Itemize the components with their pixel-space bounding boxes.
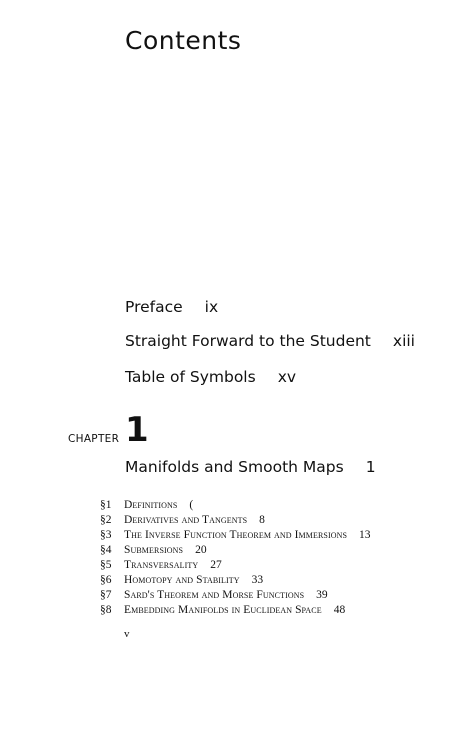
section-number: §7 (100, 589, 112, 601)
section-number: §4 (100, 544, 112, 556)
toc-entry-title: Preface (125, 298, 183, 316)
toc-entry-student-note[interactable] (125, 332, 415, 350)
section-number: §5 (100, 559, 112, 571)
section-page: 13 (359, 529, 371, 541)
section-item[interactable] (100, 558, 371, 573)
section-title: Transversality (124, 559, 199, 571)
toc-entry-title: Straight Forward to the Student (125, 332, 371, 350)
section-item[interactable] (100, 513, 371, 528)
section-list (100, 498, 371, 618)
section-title: Embedding Manifolds in Euclidean Space (124, 604, 322, 616)
chapter-label: CHAPTER (68, 433, 120, 445)
section-item[interactable] (100, 498, 371, 513)
section-number: §6 (100, 574, 112, 586)
section-number: §8 (100, 604, 112, 616)
section-page: 20 (195, 544, 207, 556)
chapter-title-entry[interactable] (125, 458, 376, 476)
page-folio: v (124, 628, 130, 640)
section-number: §3 (100, 529, 112, 541)
section-page: 33 (251, 574, 264, 586)
section-item[interactable] (100, 573, 371, 588)
section-page: 8 (259, 514, 265, 526)
section-item[interactable] (100, 528, 371, 543)
section-title: Derivatives and Tangents (124, 514, 248, 526)
section-number: §1 (100, 499, 112, 511)
section-page: 48 (333, 604, 346, 616)
section-title: Sard's Theorem and Morse Functions (124, 589, 305, 601)
section-item[interactable] (100, 603, 371, 618)
toc-entry-page: ix (204, 298, 219, 316)
section-title: Submersions (124, 544, 184, 556)
section-title: The Inverse Function Theorem and Immersions (124, 529, 348, 541)
section-number: §2 (100, 514, 112, 526)
toc-entry-title: Table of Symbols (125, 368, 256, 386)
section-item[interactable] (100, 588, 371, 603)
page-title: Contents (125, 26, 242, 55)
chapter-number: 1 (125, 410, 149, 450)
section-title: Homotopy and Stability (124, 574, 240, 586)
section-item[interactable] (100, 543, 371, 558)
section-page: 39 (316, 589, 328, 601)
toc-entry-symbols[interactable] (125, 368, 296, 386)
section-page: 27 (210, 559, 222, 571)
toc-entry-page: xiii (392, 332, 415, 350)
section-page: ( (189, 499, 194, 511)
toc-entry-page: xv (277, 368, 297, 386)
chapter-page: 1 (365, 458, 376, 476)
section-title: Definitions (124, 499, 178, 511)
toc-entry-preface[interactable] (125, 298, 218, 316)
chapter-title: Manifolds and Smooth Maps (125, 458, 344, 476)
